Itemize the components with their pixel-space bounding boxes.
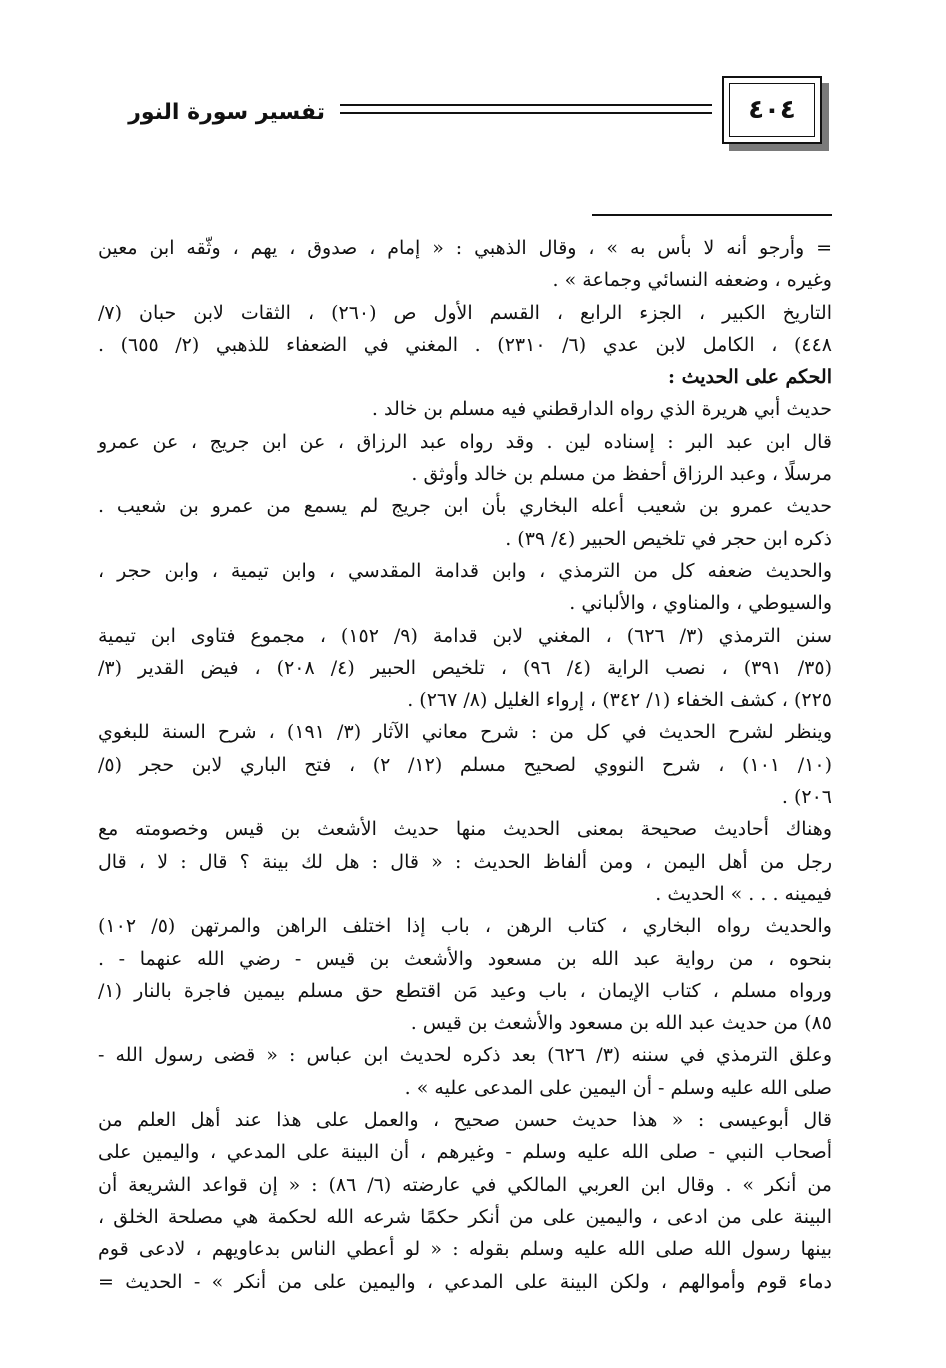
text-line: وعلق الترمذي في سننه (٣/ ٦٢٦) بعد ذكره لحديث ابن عباس : « قضى رسول الله - xyxy=(98,1044,832,1067)
text-line: ٤٤٨) ، الكامل لابن عدي (٦/ ٢٣١٠) . المغني في الضعفاء للذهبي (٢/ ٦٥٥) . xyxy=(98,333,832,356)
text-line: بنحوه ، من رواية عبد الله بن مسعود والأشعث بن قيس - رضي الله عنهما - . xyxy=(98,947,832,970)
text-line: والحديث رواه البخاري ، كتاب الرهن ، باب إذا اختلف الراهن والمرتهن (٥/ ١٠٢) xyxy=(98,915,832,938)
running-title: تفسير سورة النور xyxy=(128,100,325,125)
text-line: حديث أبي هريرة الذي رواه الدارقطني فيه مسلم بن خالد . xyxy=(371,398,832,421)
text-line: ٨٥) من حديث عبد الله بن مسعود والأشعث بن قيس . xyxy=(410,1012,832,1035)
text-line: = وأرجو أنه لا بأس به » ، وقال الذهبي : « إمام ، صدوق ، يهم ، وثّقه ابن معين xyxy=(98,237,832,259)
text-line: والسيوطي ، والمناوي ، والألباني . xyxy=(569,592,832,615)
text-line: (٣٥/ ٣٩١) ، نصب الراية (٤/ ٩٦) ، تلخيص الحبير (٤/ ٢٠٨) ، فيض القدير (٣/ xyxy=(98,656,832,679)
text-line: ذكره ابن حجر في تلخيص الحبير (٤/ ٣٩) . xyxy=(505,527,832,550)
text-line: ٢٢٥) ، كشف الخفاء (١/ ٣٤٢) ، إرواء الغليل (٨/ ٢٦٧) . xyxy=(407,689,832,712)
text-line: والحديث ضعفه كل من الترمذي ، وابن قدامة المقدسي ، وابن تيمية ، وابن حجر ، xyxy=(98,559,832,582)
header-rule xyxy=(340,104,712,116)
text-line: من أنكر » . وقال ابن العربي المالكي في عارضته (٦/ ٨٦) : « إن قواعد الشريعة أن xyxy=(98,1173,832,1196)
text-line: وينظر لشرح الحديث في كل من : شرح معاني الآثار (٣/ ١٩١) ، شرح السنة للبغوي xyxy=(98,721,832,744)
footnote-text-block xyxy=(98,232,832,1298)
header-rule-top-line xyxy=(340,104,712,106)
section-heading: الحكم على الحديث : xyxy=(667,366,832,389)
text-line: قال ابن عبد البر : إسناده لين . وقد رواه عبد الرزاق ، عن ابن جريج ، عن عمرو xyxy=(98,430,832,453)
text-line: التاريخ الكبير ، الجزء الرابع ، القسم الأول ص (٢٦٠) ، الثقات لابن حبان (٧/ xyxy=(98,301,832,324)
page-number: ٤٠٤ xyxy=(748,95,796,125)
text-line: فيمينه . . . » الحديث . xyxy=(655,882,832,905)
text-line: ٢٠٦) . xyxy=(781,786,832,809)
text-line: وغيره ، وضعفه النسائي وجماعة » . xyxy=(552,269,832,292)
page-number-box xyxy=(722,76,822,144)
text-line: مرسلًا ، وعبد الرزاق أحفظ من مسلم بن خالد وأوثق . xyxy=(411,463,832,486)
text-line: أصحاب النبي - صلى الله عليه وسلم - وغيرهم ، أن البينة على المدعي ، واليمين على xyxy=(98,1141,832,1164)
text-line: وهناك أحاديث صحيحة بمعنى الحديث منها حديث الأشعث بن قيس وخصومته مع xyxy=(98,818,832,841)
text-line: البينة على من ادعى ، واليمين على من أنكر حكمًا شرعه الله لحكمة هي مصلحة الخلق ، xyxy=(98,1205,832,1228)
text-line: (١٠/ ١٠١) ، شرح النووي لصحيح مسلم (١٢/ ٢) ، فتح الباري لابن حجر (٥/ xyxy=(98,753,832,776)
text-line: دماء قوم وأموالهم ، ولكن البينة على المدعي ، واليمين على من أنكر » - الحديث = xyxy=(98,1270,832,1293)
text-line: سنن الترمذي (٣/ ٦٢٦) ، المغني لابن قدامة (٩/ ١٥٢) ، مجموع فتاوى ابن تيمية xyxy=(98,624,832,647)
text-line: حديث عمرو بن شعيب أعله البخاري بأن ابن جريج لم يسمع من عمرو بن شعيب . xyxy=(98,495,832,518)
text-line: بينها رسول الله صلى الله عليه وسلم بقوله : « لو أعطي الناس بدعاويهم ، لادعى قوم xyxy=(98,1238,832,1261)
header-rule-bottom-line xyxy=(340,112,712,114)
text-line: رجل من أهل اليمن ، ومن ألفاظ الحديث : « قال : هل لك بينة ؟ قال : لا ، قال xyxy=(98,850,832,873)
text-line: قال أبوعيسى : « هذا حديث حسن صحيح ، والعمل على هذا عند أهل العلم من xyxy=(98,1109,832,1132)
footnote-separator-rule xyxy=(592,214,832,216)
text-line: ورواه مسلم ، كتاب الإيمان ، باب وعيد مَن اقتطع حق مسلم بيمين فاجرة بالنار (١/ xyxy=(98,979,832,1002)
text-line: صلى الله عليه وسلم - أن اليمين على المدعى عليه » . xyxy=(404,1076,832,1099)
